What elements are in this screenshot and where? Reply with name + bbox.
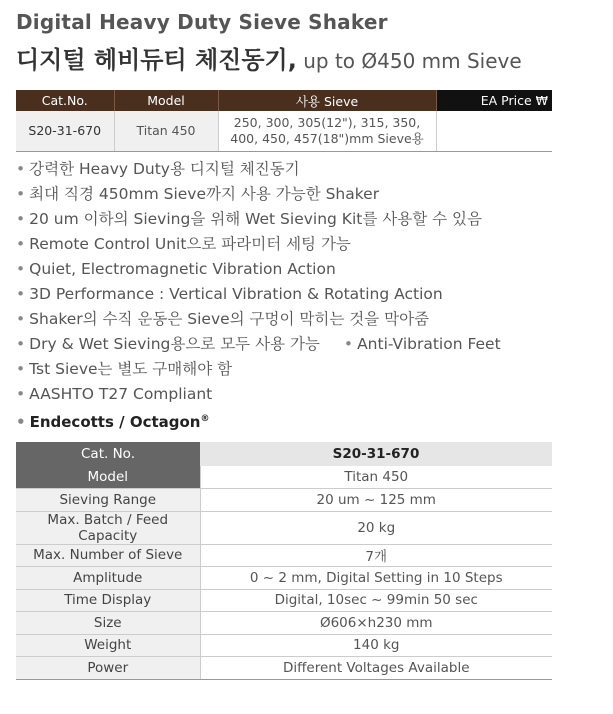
feature-item (16, 332, 501, 357)
spec-key: Sieving Range (16, 489, 200, 512)
header-cat-no: Cat.No. (16, 90, 114, 111)
bullet-icon: • (343, 335, 354, 353)
feature-text: Quiet, Electromagnetic Vibration Action (29, 260, 336, 278)
feature-extra (344, 335, 501, 353)
spec-key: Max. Batch / Feed Capacity (16, 511, 200, 544)
feature-item (16, 182, 501, 207)
feature-text: Endecotts / Octagon (29, 413, 201, 431)
product-price (436, 111, 552, 151)
feature-item (16, 382, 501, 407)
feature-text: 20 um 이하의 Sieving을 위해 Wet Sieving Kit를 사용할 수 있음 (29, 210, 482, 228)
spec-header-value: S20-31-670 (200, 442, 552, 466)
spec-row (16, 544, 552, 567)
product-cat-no: S20-31-670 (16, 111, 114, 151)
spec-value: 7개 (200, 544, 552, 567)
spec-header-row (16, 442, 552, 466)
feature-item (16, 232, 501, 257)
bullet-icon: • (16, 210, 26, 228)
feature-item (16, 357, 501, 382)
spec-row (16, 511, 552, 544)
bullet-icon: • (16, 285, 26, 303)
spec-table (16, 442, 552, 680)
spec-row (16, 589, 552, 612)
feature-item (16, 157, 501, 182)
feature-text: Shaker의 수직 운동은 Sieve의 구멍이 막히는 것을 막아줌 (29, 310, 430, 328)
product-sieve-line2: 400, 450, 457(18")mm Sieve용 (230, 130, 424, 146)
spec-value: 140 kg (200, 634, 552, 657)
spec-header-key: Cat. No. (16, 442, 200, 466)
feature-text: 최대 직경 450mm Sieve까지 사용 가능한 Shaker (29, 185, 380, 203)
spec-value: 20 kg (200, 511, 552, 544)
bullet-icon: • (16, 385, 26, 403)
spec-key: Weight (16, 634, 200, 657)
spec-value: Ø606×h230 mm (200, 612, 552, 635)
product-sieve-line1: 250, 300, 305(12"), 315, 350, (233, 114, 421, 130)
spec-row (16, 657, 552, 680)
feature-item-brand (16, 407, 501, 432)
spec-row (16, 634, 552, 657)
header-price: EA Price ₩ (436, 90, 552, 111)
feature-item (16, 282, 501, 307)
title-ko (16, 40, 522, 75)
feature-extra-text: Anti-Vibration Feet (357, 335, 501, 353)
spec-key: Max. Number of Sieve (16, 544, 200, 567)
feature-text: Remote Control Unit으로 파라미터 세팅 가능 (29, 235, 351, 253)
feature-list (16, 157, 501, 432)
spec-row (16, 466, 552, 489)
spec-key: Amplitude (16, 567, 200, 590)
title-en: Digital Heavy Duty Sieve Shaker (16, 10, 388, 34)
bullet-icon: • (16, 160, 26, 178)
product-sieve (218, 111, 436, 151)
feature-text: 3D Performance : Vertical Vibration & Rotating Action (29, 285, 443, 303)
bullet-icon: • (16, 310, 26, 328)
header-model: Model (114, 90, 218, 111)
spec-value: Digital, 10sec ~ 99min 50 sec (200, 589, 552, 612)
feature-text: Tst Sieve는 별도 구매해야 함 (29, 360, 233, 378)
registered-mark: ® (200, 414, 210, 424)
bullet-icon: • (16, 360, 26, 378)
spec-value: Titan 450 (200, 466, 552, 489)
bullet-icon: • (16, 335, 26, 353)
spec-row (16, 612, 552, 635)
feature-text: AASHTO T27 Compliant (29, 385, 213, 403)
spec-row (16, 489, 552, 512)
spec-key: Power (16, 657, 200, 680)
spec-value: 20 um ~ 125 mm (200, 489, 552, 512)
spec-value: 0 ~ 2 mm, Digital Setting in 10 Steps (200, 567, 552, 590)
spec-value: Different Voltages Available (200, 657, 552, 680)
spec-key: Size (16, 612, 200, 635)
title-ko-main: 디지털 헤비듀티 체진동기, (16, 46, 297, 74)
spec-row (16, 567, 552, 590)
product-row (16, 111, 552, 151)
bullet-icon: • (16, 260, 26, 278)
product-model: Titan 450 (114, 111, 218, 151)
header-sieve: 사용 Sieve (218, 90, 436, 111)
feature-item (16, 307, 501, 332)
bullet-icon: • (16, 413, 26, 431)
title-sub: up to Ø450 mm Sieve (296, 49, 522, 73)
bullet-icon: • (16, 185, 26, 203)
spec-key: Time Display (16, 589, 200, 612)
product-table-header (16, 90, 552, 111)
feature-item (16, 207, 501, 232)
feature-item (16, 257, 501, 282)
feature-text: Dry & Wet Sieving용으로 모두 사용 가능 (29, 335, 320, 353)
feature-text: 강력한 Heavy Duty용 디지털 체진동기 (29, 160, 300, 178)
product-table (16, 90, 552, 152)
spec-key: Model (16, 466, 200, 489)
bullet-icon: • (16, 235, 26, 253)
